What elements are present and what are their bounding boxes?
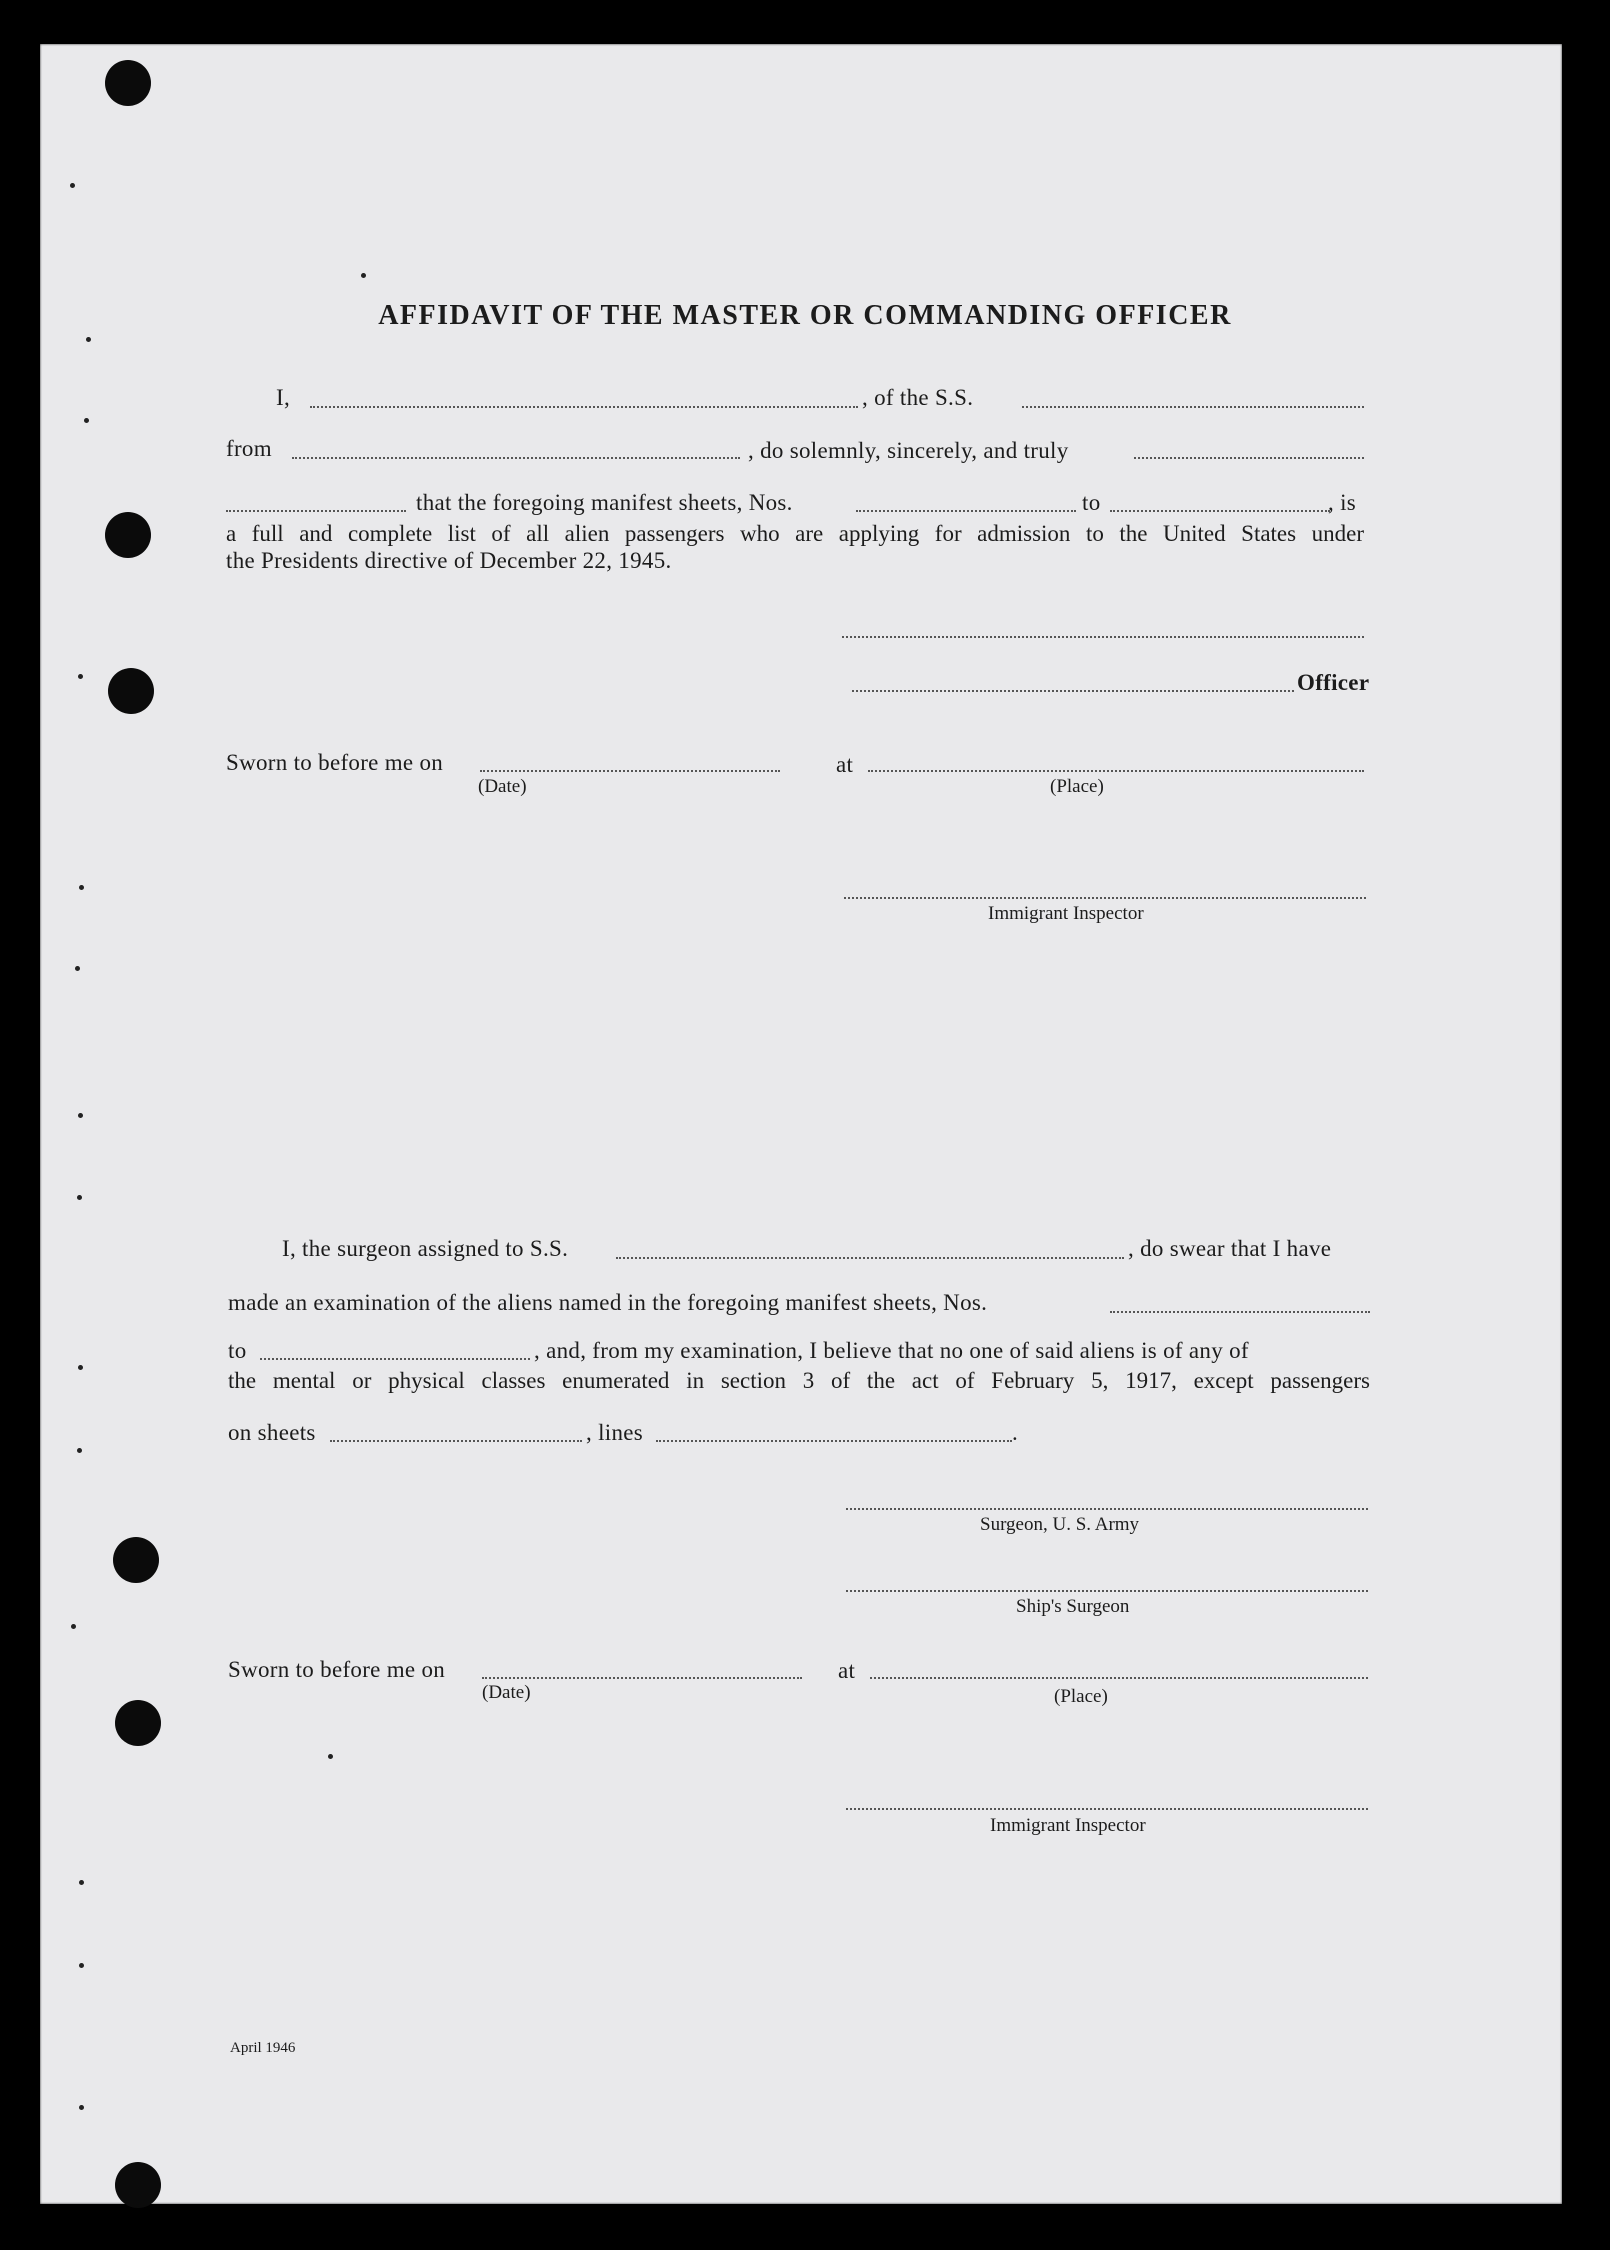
master-sworn-label: Sworn to before me on [226, 750, 444, 775]
margin-speck [79, 1963, 84, 1968]
master-foregoing-label: that the foregoing manifest sheets, Nos. [416, 490, 793, 515]
surgeon-line-end: , do swear that I have [1128, 1236, 1332, 1261]
margin-speck [361, 273, 366, 278]
master-at-label: at [836, 752, 854, 777]
master-from-label: from [226, 436, 272, 461]
punch-hole [105, 512, 151, 558]
surgeon-belief-line: , and, from my examination, I believe that no one of said aliens is of any of [534, 1338, 1249, 1363]
punch-hole [115, 1700, 161, 1746]
master-place-caption: (Place) [1050, 776, 1104, 797]
margin-speck [77, 1195, 82, 1200]
surgeon-lines-label: , lines [586, 1420, 644, 1445]
ships-surgeon-label: Ship's Surgeon [1016, 1596, 1130, 1617]
surgeon-sworn-place-field[interactable] [870, 1677, 1368, 1679]
surgeon-period: . [1012, 1420, 1019, 1445]
surgeon-line-start: I, the surgeon assigned to S.S. [282, 1236, 569, 1261]
master-statement-line: a full and complete list of all alien passengers who are applying for admission to the United States under [226, 521, 1364, 546]
punch-hole [113, 1537, 159, 1583]
master-is-label: , is [1328, 490, 1357, 515]
master-oath-field[interactable] [1134, 457, 1364, 459]
margin-speck [77, 1448, 82, 1453]
margin-speck [71, 1624, 76, 1629]
master-solemnly-label: , do solemnly, sincerely, and truly [748, 438, 1069, 463]
surgeon-sheet-from-field[interactable] [1110, 1311, 1370, 1313]
document-page [40, 44, 1562, 2204]
form-date-footer: April 1946 [230, 2040, 296, 2056]
master-sheet-to-field[interactable] [1110, 510, 1330, 512]
margin-speck [70, 183, 75, 188]
master-sworn-place-field[interactable] [868, 770, 1364, 772]
master-ship-field[interactable] [1022, 406, 1364, 408]
master-i-label: I, [276, 385, 291, 410]
margin-speck [86, 337, 91, 342]
surgeon-inspector-signature-field[interactable] [846, 1808, 1368, 1810]
surgeon-inspector-label: Immigrant Inspector [990, 1815, 1146, 1836]
master-statement-line-end: the Presidents directive of December 22, 1945. [226, 548, 672, 573]
punch-hole [108, 668, 154, 714]
punch-hole [115, 2162, 161, 2208]
margin-speck [84, 418, 89, 423]
master-inspector-label: Immigrant Inspector [988, 903, 1144, 924]
margin-speck [328, 1754, 333, 1759]
army-surgeon-signature-field[interactable] [846, 1508, 1368, 1510]
margin-speck [75, 966, 80, 971]
master-from-field[interactable] [292, 457, 740, 459]
master-inspector-signature-field[interactable] [844, 897, 1366, 899]
margin-speck [79, 1880, 84, 1885]
margin-speck [78, 674, 83, 679]
margin-speck [79, 2105, 84, 2110]
surgeon-to-label: to [228, 1338, 247, 1363]
master-sworn-date-field[interactable] [480, 770, 780, 772]
surgeon-sworn-date-field[interactable] [482, 1677, 802, 1679]
surgeon-sheets-field[interactable] [330, 1440, 582, 1442]
surgeon-sworn-label: Sworn to before me on [228, 1657, 446, 1682]
punch-hole [105, 60, 151, 106]
master-of-ss-label: , of the S.S. [862, 385, 974, 410]
surgeon-lines-field[interactable] [656, 1440, 1012, 1442]
margin-speck [78, 1365, 83, 1370]
surgeon-on-sheets-label: on sheets [228, 1420, 316, 1445]
master-signature-field[interactable] [842, 636, 1364, 638]
army-surgeon-label: Surgeon, U. S. Army [980, 1514, 1140, 1535]
surgeon-classes-line: the mental or physical classes enumerated in section 3 of the act of February 5, 1917, except passengers [228, 1368, 1370, 1393]
surgeon-place-caption: (Place) [1054, 1686, 1108, 1707]
master-oath-field-continued[interactable] [226, 510, 406, 512]
surgeon-examination-line: made an examination of the aliens named in the foregoing manifest sheets, Nos. [228, 1290, 988, 1315]
officer-title-field[interactable] [852, 690, 1294, 692]
master-date-caption: (Date) [478, 776, 527, 797]
officer-label: Officer [1297, 670, 1370, 695]
surgeon-sheet-to-field[interactable] [260, 1358, 530, 1360]
master-name-field[interactable] [310, 406, 858, 408]
ships-surgeon-signature-field[interactable] [846, 1590, 1368, 1592]
margin-speck [78, 1113, 83, 1118]
page-title: AFFIDAVIT OF THE MASTER OR COMMANDING OFFICER [378, 300, 1232, 331]
surgeon-date-caption: (Date) [482, 1682, 531, 1703]
surgeon-at-label: at [838, 1658, 856, 1683]
margin-speck [79, 885, 84, 890]
master-to-label: to [1082, 490, 1101, 515]
master-sheet-from-field[interactable] [856, 510, 1076, 512]
surgeon-ship-field[interactable] [616, 1257, 1124, 1259]
